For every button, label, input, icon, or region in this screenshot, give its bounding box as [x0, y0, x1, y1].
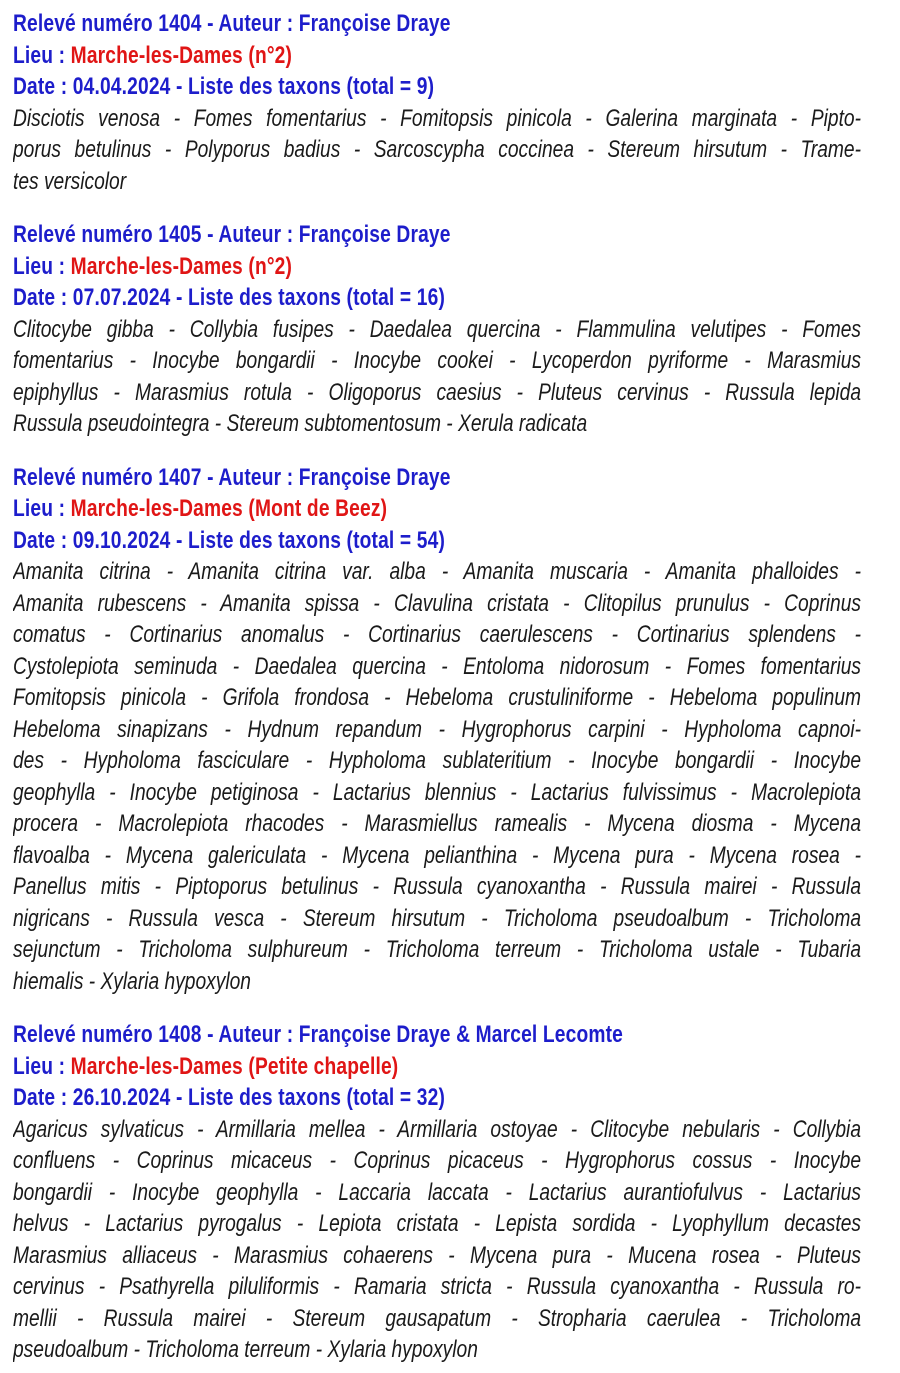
- taxa-line: des - Hypholoma fasciculare - Hypholoma sublateritium - Inocybe bongardii - Inocybe: [13, 747, 861, 774]
- lieu-label: Lieu :: [13, 252, 71, 280]
- taxa-line: nigricans - Russula vesca - Stereum hirsutum - Tricholoma pseudoalbum - Tricholoma: [13, 904, 861, 932]
- section-lieu: [13, 251, 861, 283]
- content-column: [13, 8, 861, 1366]
- taxa-paragraph: [13, 314, 861, 440]
- taxa-line: Panellus mitis - Piptoporus betulinus - Russula cyanoxantha - Russula mairei - Russula: [13, 873, 861, 900]
- taxa-line: Hebeloma sinapizans - Hydnum repandum - Hygrophorus carpini - Hypholoma capnoi-: [13, 715, 861, 743]
- taxa-paragraph: [13, 103, 861, 198]
- taxa-line: confluens - Coprinus micaceus - Coprinus picaceus - Hygrophorus cossus - Inocybe: [13, 1147, 861, 1174]
- lieu-value: Marche-les-Dames (n°2): [70, 252, 293, 280]
- section-date: Date : 04.04.2024 - Liste des taxons (total = 9): [13, 73, 435, 100]
- taxa-line: mellii - Russula mairei - Stereum gausapatum - Stropharia caerulea - Tricholoma: [13, 1304, 861, 1332]
- releve-section-1408: [13, 1019, 861, 1366]
- taxa-paragraph: [13, 1114, 861, 1366]
- lieu-label: Lieu :: [13, 41, 71, 69]
- taxa-line: Russula pseudointegra - Stereum subtomentosum - Xerula radicata: [13, 410, 588, 437]
- taxa-line: fomentarius - Inocybe bongardii - Inocybe cookei - Lycoperdon pyriforme - Marasmius: [13, 347, 861, 374]
- lieu-value: Marche-les-Dames (n°2): [70, 41, 293, 69]
- taxa-line: tes versicolor: [13, 167, 127, 195]
- lieu-label: Lieu :: [13, 495, 71, 522]
- lieu-label: Lieu :: [13, 1052, 71, 1080]
- releve-section-1405: [13, 219, 861, 440]
- taxa-paragraph: [13, 556, 861, 997]
- taxa-line: helvus - Lactarius pyrogalus - Lepiota cristata - Lepista sordida - Lyophyllum decastes: [13, 1210, 861, 1237]
- taxa-line: Fomitopsis pinicola - Grifola frondosa - Hebeloma crustuliniforme - Hebeloma populinum: [13, 684, 861, 711]
- section-title: Relevé numéro 1407 - Auteur : Françoise Draye: [13, 463, 451, 491]
- section-lieu: [13, 493, 861, 525]
- taxa-line: sejunctum - Tricholoma sulphureum - Tricholoma terreum - Tricholoma ustale - Tubaria: [13, 936, 861, 963]
- taxa-line: flavoalba - Mycena galericulata - Mycena pelianthina - Mycena pura - Mycena rosea -: [13, 841, 861, 869]
- taxa-line: pseudoalbum - Tricholoma terreum - Xylaria hypoxylon: [13, 1336, 478, 1363]
- lieu-value: Marche-les-Dames (Petite chapelle): [70, 1052, 399, 1080]
- lieu-value: Marche-les-Dames (Mont de Beez): [70, 495, 388, 522]
- section-title: Relevé numéro 1405 - Auteur : Françoise Draye: [13, 221, 451, 248]
- taxa-line: Amanita rubescens - Amanita spissa - Clavulina cristata - Clitopilus prunulus - Coprinus: [13, 589, 861, 617]
- taxa-line: comatus - Cortinarius anomalus - Cortinarius caerulescens - Cortinarius splendens -: [13, 621, 861, 648]
- taxa-line: bongardii - Inocybe geophylla - Laccaria laccata - Lactarius aurantiofulvus - Lactarius: [13, 1178, 861, 1206]
- section-date: Date : 07.07.2024 - Liste des taxons (total = 16): [13, 284, 446, 311]
- taxa-line: hiemalis - Xylaria hypoxylon: [13, 967, 251, 995]
- taxa-line: porus betulinus - Polyporus badius - Sarcoscypha coccinea - Stereum hirsutum - Trame-: [13, 136, 861, 163]
- taxa-line: Agaricus sylvaticus - Armillaria mellea - Armillaria ostoyae - Clitocybe nebularis - Collybia: [13, 1115, 861, 1143]
- releve-section-1404: [13, 8, 861, 197]
- section-title: Relevé numéro 1404 - Auteur : Françoise Draye: [13, 10, 451, 37]
- taxa-line: cervinus - Psathyrella piluliformis - Ramaria stricta - Russula cyanoxantha - Russula ro-: [13, 1273, 861, 1300]
- section-lieu: [13, 40, 861, 72]
- section-title: Relevé numéro 1408 - Auteur : Françoise Draye & Marcel Lecomte: [13, 1021, 623, 1048]
- releve-section-1407: [13, 462, 861, 998]
- taxa-line: Clitocybe gibba - Collybia fusipes - Daedalea quercina - Flammulina velutipes - Fomes: [13, 315, 861, 343]
- section-date: Date : 09.10.2024 - Liste des taxons (total = 54): [13, 526, 446, 554]
- taxa-line: procera - Macrolepiota rhacodes - Marasmiellus ramealis - Mycena diosma - Mycena: [13, 810, 861, 837]
- taxa-line: geophylla - Inocybe petiginosa - Lactarius blennius - Lactarius fulvissimus - Macrolepiota: [13, 778, 861, 806]
- taxa-line: epiphyllus - Marasmius rotula - Oligoporus caesius - Pluteus cervinus - Russula lepida: [13, 378, 861, 406]
- taxa-line: Disciotis venosa - Fomes fomentarius - Fomitopsis pinicola - Galerina marginata - Pipto-: [13, 104, 861, 132]
- taxa-line: Cystolepiota seminuda - Daedalea quercina - Entoloma nidorosum - Fomes fomentarius: [13, 652, 861, 680]
- section-lieu: [13, 1051, 861, 1083]
- taxa-line: Marasmius alliaceus - Marasmius cohaerens - Mycena pura - Mucena rosea - Pluteus: [13, 1241, 861, 1269]
- taxa-line: Amanita citrina - Amanita citrina var. alba - Amanita muscaria - Amanita phalloides -: [13, 558, 861, 585]
- section-date: Date : 26.10.2024 - Liste des taxons (total = 32): [13, 1084, 446, 1111]
